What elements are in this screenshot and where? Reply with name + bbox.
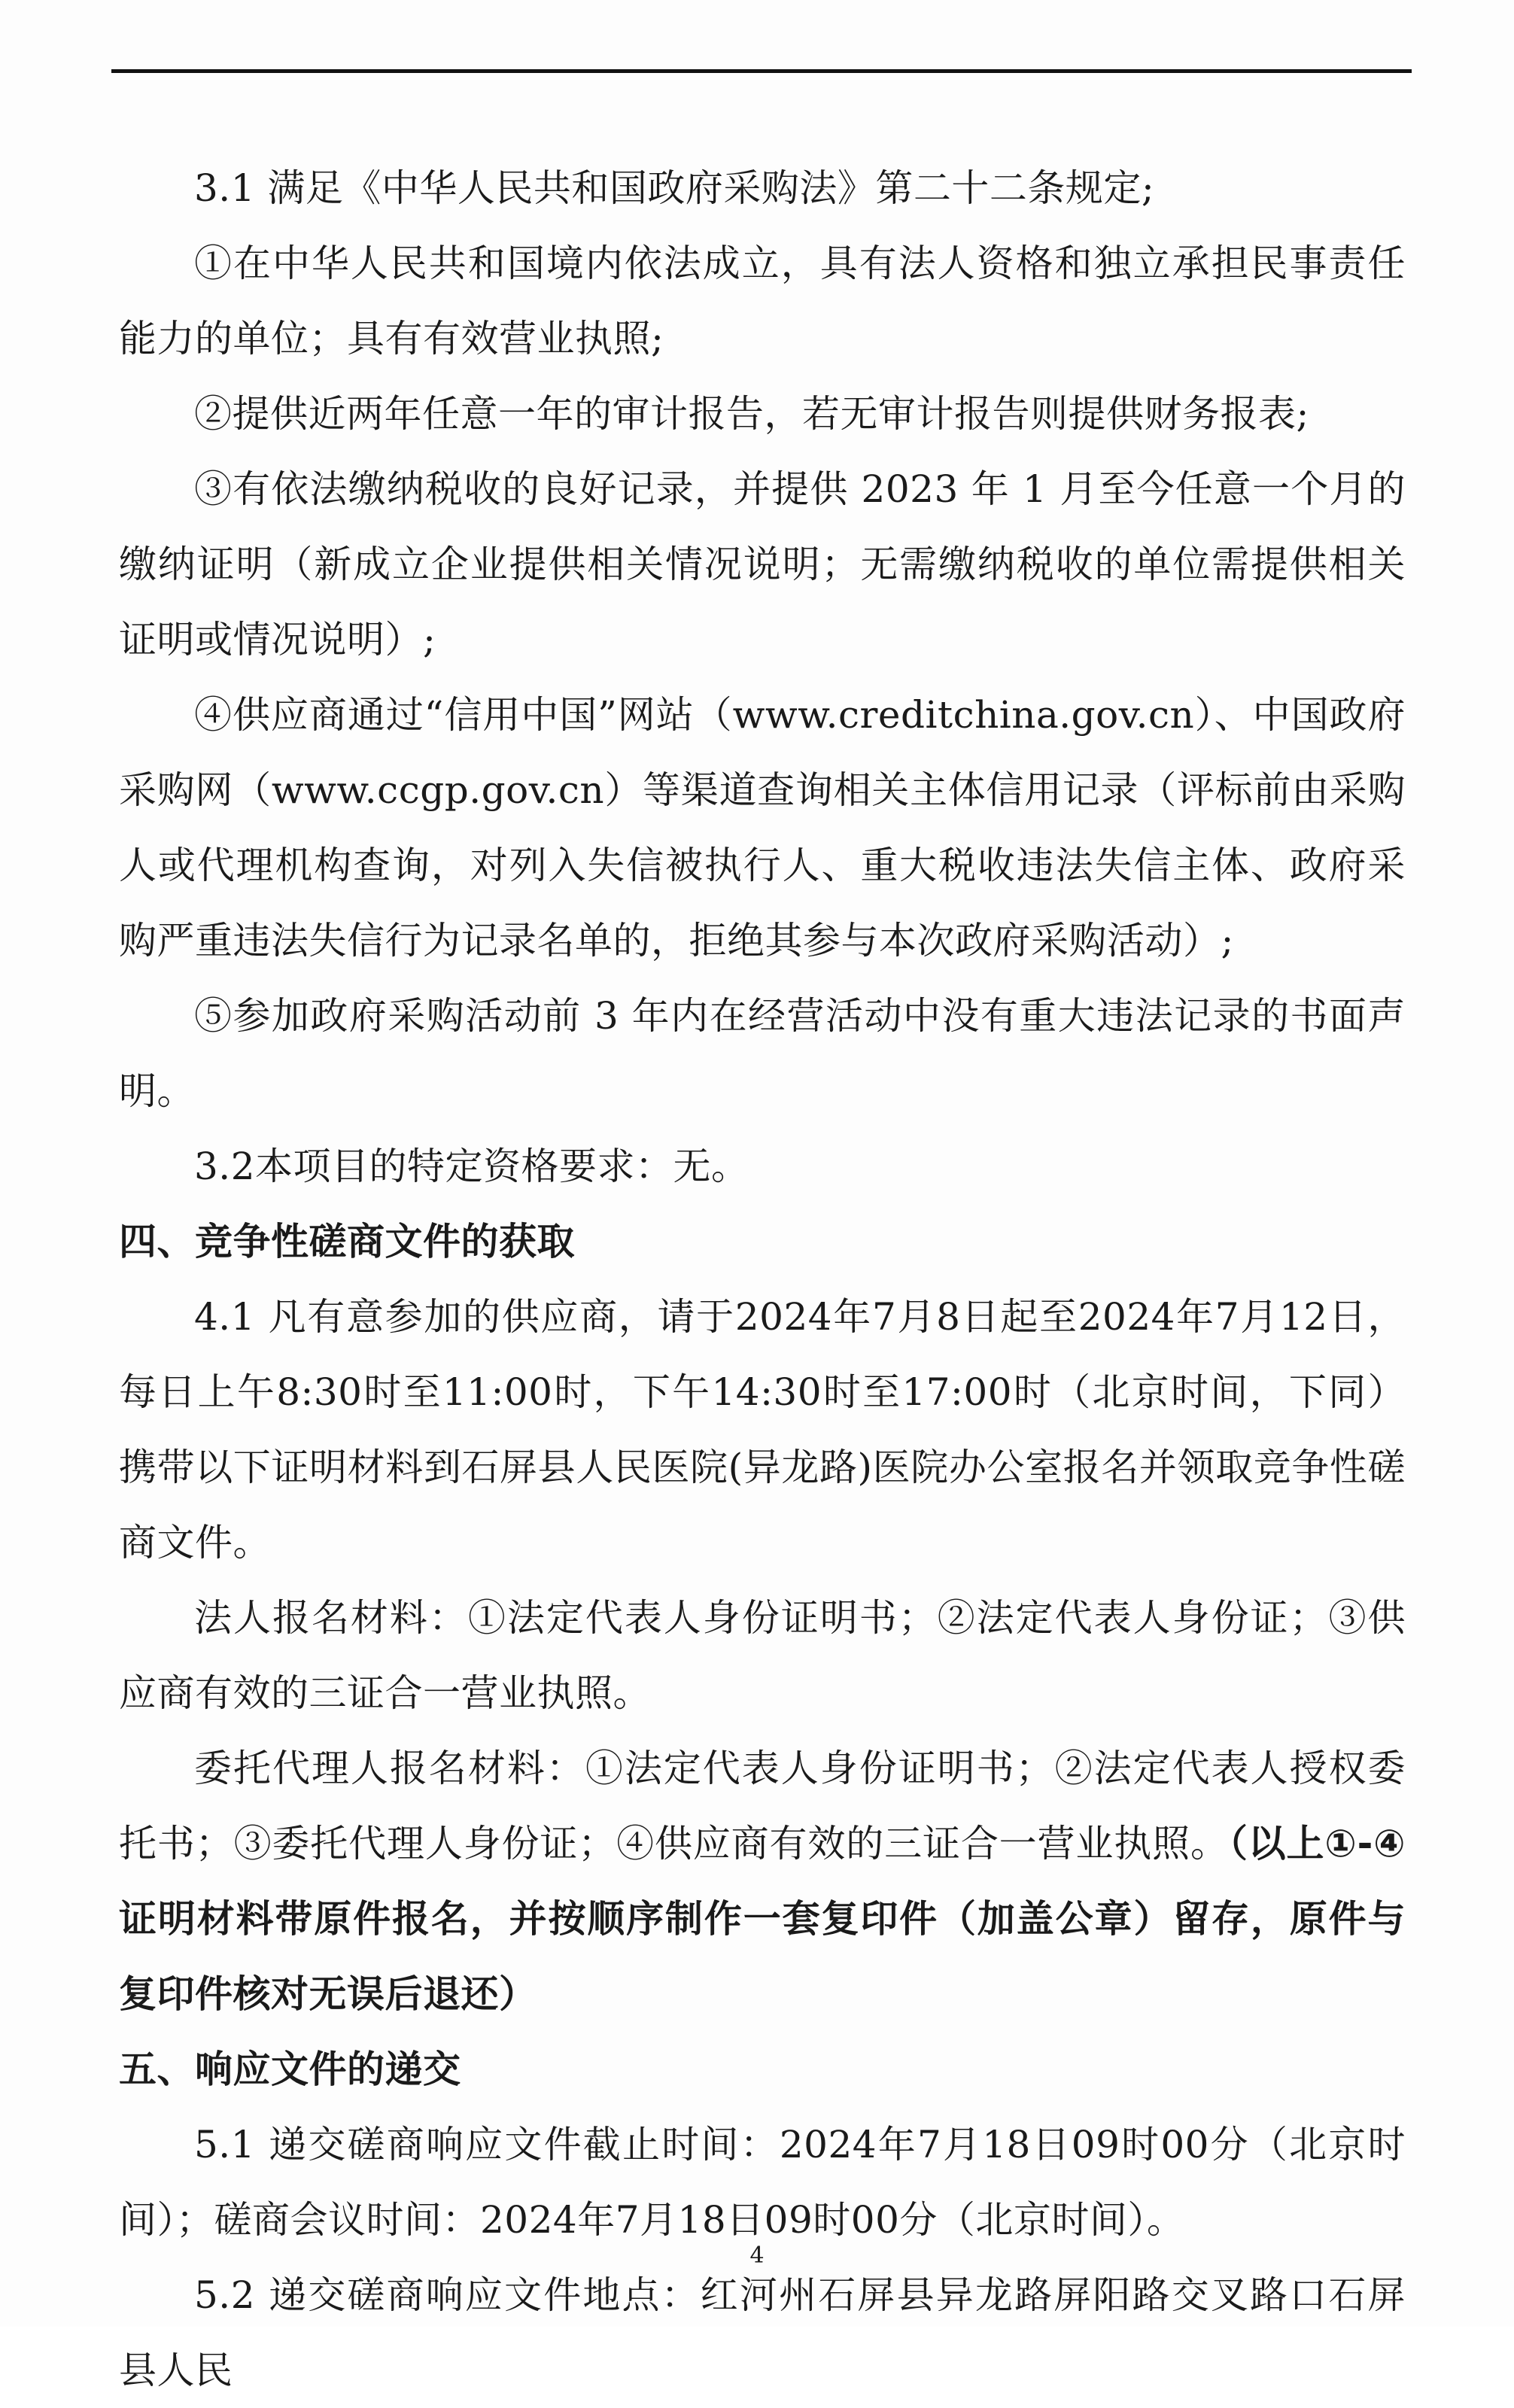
agent-materials-text: 委托代理人报名材料：①法定代表人身份证明书；②法定代表人授权委托书；③委托代理人身份证；④供应商有效的三证合一营业执照。 [119, 1747, 1406, 1865]
paragraph-5-1: 5.1 递交磋商响应文件截止时间：2024年7月18日09时00分（北京时间）；磋商会议时间：2024年7月18日09时00分（北京时间）。 [119, 2123, 1406, 2242]
original-documents-note: （以上①-④证明材料带原件报名，并按顺序制作一套复印件（加盖公章）留存，原件与复印件核对无误后退还） [119, 1822, 1406, 2016]
paragraph-item-3: ③有依法缴纳税收的良好记录，并提供 2023 年 1 月至今任意一个月的缴纳证明（新成立企业提供相关情况说明；无需缴纳税收的单位需提供相关证明或情况说明）; [119, 467, 1406, 661]
paragraph-legal-person-materials: 法人报名材料：①法定代表人身份证明书；②法定代表人身份证；③供应商有效的三证合一营业执照。 [119, 1596, 1406, 1715]
paragraph-3-2: 3.2本项目的特定资格要求：无。 [194, 1145, 749, 1188]
document-body [119, 150, 1406, 2408]
header-rule [111, 69, 1412, 73]
paragraph-3-1: 3.1 满足《中华人民共和国政府采购法》第二十二条规定; [194, 166, 1155, 210]
paragraph-5-2: 5.2 递交磋商响应文件地点：红河州石屏县异龙路屏阳路交叉路口石屏县人民 [119, 2273, 1406, 2392]
paragraph-item-5: ⑤参加政府采购活动前 3 年内在经营活动中没有重大违法记录的书面声明。 [119, 994, 1406, 1113]
paragraph-item-2: ②提供近两年任意一年的审计报告，若无审计报告则提供财务报表; [194, 392, 1309, 436]
paragraph-4-1: 4.1 凡有意参加的供应商，请于2024年7月8日起至2024年7月12日，每日上午8:30时至11:00时，下午14:30时至17:00时（北京时间，下同）携带以下证明材料到石屏县人民医院(异龙路)医院办公室报名并领取竞争性磋商文件。 [119, 1295, 1406, 1564]
section-heading-4: 四、竞争性磋商文件的获取 [119, 1220, 575, 1263]
paragraph-item-4: ④供应商通过“信用中国”网站（www.creditchina.gov.cn）、中国政府采购网（www.ccgp.gov.cn）等渠道查询相关主体信用记录（评标前由采购人或代理机构查询，对列入失信被执行人、重大税收违法失信主体、政府采购严重违法失信行为记录名单的，拒绝其参与本次政府采购活动）; [119, 693, 1406, 962]
paragraph-agent-materials [119, 1731, 1406, 2032]
section-heading-5: 五、响应文件的递交 [119, 2048, 461, 2091]
paragraph-item-1: ①在中华人民共和国境内依法成立，具有法人资格和独立承担民事责任能力的单位；具有有效营业执照; [119, 242, 1406, 360]
page-number: 4 [749, 2242, 765, 2269]
